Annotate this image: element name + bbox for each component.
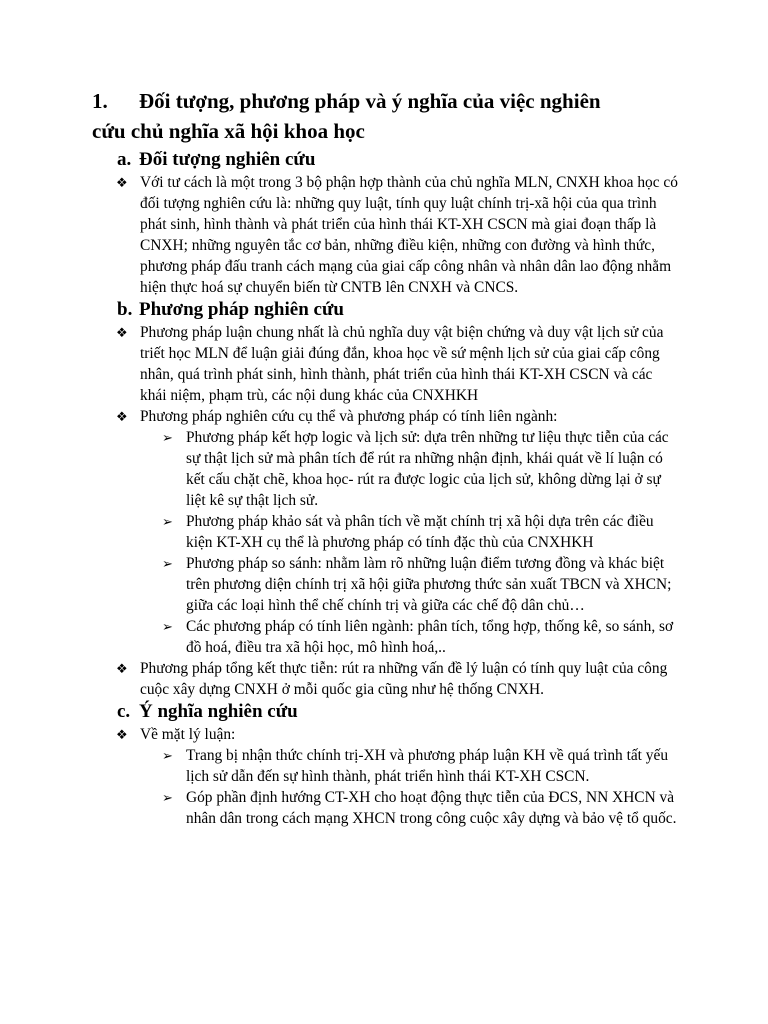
heading-title-line2: cứu chủ nghĩa xã hội khoa học [92, 119, 365, 143]
section-heading-b [92, 298, 682, 322]
section-letter: b. [117, 299, 133, 320]
diamond-bullet-icon: ❖ [116, 325, 128, 340]
sub-bullet-item [92, 787, 682, 829]
arrow-bullet-icon: ➢ [162, 556, 173, 571]
heading-number: 1. [92, 89, 108, 113]
main-heading [92, 86, 682, 146]
bullet-text: Phương pháp tổng kết thực tiễn: rút ra những vấn đề lý luận có tính quy luật của công cuộc xây dựng CNXH ở mỗi quốc gia cũng như hệ thống CNXH. [140, 660, 668, 698]
bullet-text: Về mặt lý luận: [140, 726, 236, 743]
bullet-text: Phương pháp luận chung nhất là chủ nghĩa duy vật biện chứng và duy vật lịch sử của triết học MLN để luận giải đúng đắn, khoa học về sứ mệnh lịch sử của giai cấp công nhân, quá trình phát sinh, hình thành, phát triển của hình thái KT-XH CSCN và các khái niệm, phạm trù, các nội dung khác của CNXHKH [140, 324, 664, 404]
bullet-item [92, 658, 682, 700]
section-heading-c [92, 700, 682, 724]
bullet-item [92, 172, 682, 298]
section-letter: a. [117, 149, 132, 170]
diamond-bullet-icon: ❖ [116, 175, 128, 190]
sub-bullet-item [92, 553, 682, 616]
sub-bullet-item [92, 427, 682, 511]
sub-bullet-item [92, 616, 682, 658]
section-heading-a [92, 148, 682, 172]
heading-title-line1: Đối tượng, phương pháp và ý nghĩa của việc nghiên [139, 89, 601, 113]
document-page [92, 86, 682, 829]
bullet-text: Phương pháp nghiên cứu cụ thể và phương pháp có tính liên ngành: [140, 408, 558, 425]
arrow-bullet-icon: ➢ [162, 514, 173, 529]
sub-bullet-text: Phương pháp kết hợp logic và lịch sử: dựa trên những tư liệu thực tiễn của các sự thật lịch sử mà phân tích để rút ra những nhận định, khái quát về lí luận có kết cấu chặt chẽ, khoa học- rút ra được logic của lịch sử, không dừng lại ở sự liệt kê sự thật lịch sử. [186, 429, 669, 509]
arrow-bullet-icon: ➢ [162, 748, 173, 763]
arrow-bullet-icon: ➢ [162, 790, 173, 805]
sub-bullet-text: Phương pháp so sánh: nhằm làm rõ những luận điểm tương đồng và khác biệt trên phương diện chính trị xã hội giữa phương thức sản xuất TBCN và XHCN; giữa các loại hình thể chế chính trị và giữa các chế độ dân chủ… [186, 555, 672, 614]
bullet-item [92, 724, 682, 745]
bullet-text: Với tư cách là một trong 3 bộ phận hợp thành của chủ nghĩa MLN, CNXH khoa học có đối tượng nghiên cứu là: những quy luật, tính quy luật chính trị-xã hội của qua trình phát sinh, hình thành và phát triển của hình thái KT-XH CSCN mà giai đoạn thấp là CNXH; những nguyên tắc cơ bản, những điều kiện, những con đường và hình thức, phương pháp đấu tranh cách mạng của giai cấp công nhân và nhân dân lao động nhằm hiện thực hoá sự chuyển biến từ CNTB lên CNXH và CNCS. [140, 174, 678, 296]
bullet-item [92, 406, 682, 427]
section-title: Ý nghĩa nghiên cứu [139, 701, 298, 722]
section-letter: c. [117, 701, 131, 722]
section-title: Phương pháp nghiên cứu [139, 299, 344, 320]
arrow-bullet-icon: ➢ [162, 619, 173, 634]
section-title: Đối tượng nghiên cứu [139, 149, 316, 170]
sub-bullet-text: Trang bị nhận thức chính trị-XH và phương pháp luận KH về quá trình tất yếu lịch sử dẫn đến sự hình thành, phát triển hình thái KT-XH CSCN. [186, 747, 669, 785]
arrow-bullet-icon: ➢ [162, 430, 173, 445]
sub-bullet-text: Góp phần định hướng CT-XH cho hoạt động thực tiễn của ĐCS, NN XHCN và nhân dân trong cách mạng XHCN trong công cuộc xây dựng và bảo vệ tổ quốc. [186, 789, 677, 827]
sub-bullet-text: Phương pháp khảo sát và phân tích về mặt chính trị xã hội dựa trên các điều kiện KT-XH cụ thể là phương pháp có tính đặc thù của CNXHKH [186, 513, 654, 551]
diamond-bullet-icon: ❖ [116, 661, 128, 676]
sub-bullet-text: Các phương pháp có tính liên ngành: phân tích, tổng hợp, thống kê, so sánh, sơ đồ hoá, điều tra xã hội học, mô hình hoá,.. [186, 618, 674, 656]
sub-bullet-item [92, 745, 682, 787]
bullet-item [92, 322, 682, 406]
diamond-bullet-icon: ❖ [116, 409, 128, 424]
sub-bullet-item [92, 511, 682, 553]
diamond-bullet-icon: ❖ [116, 727, 128, 742]
